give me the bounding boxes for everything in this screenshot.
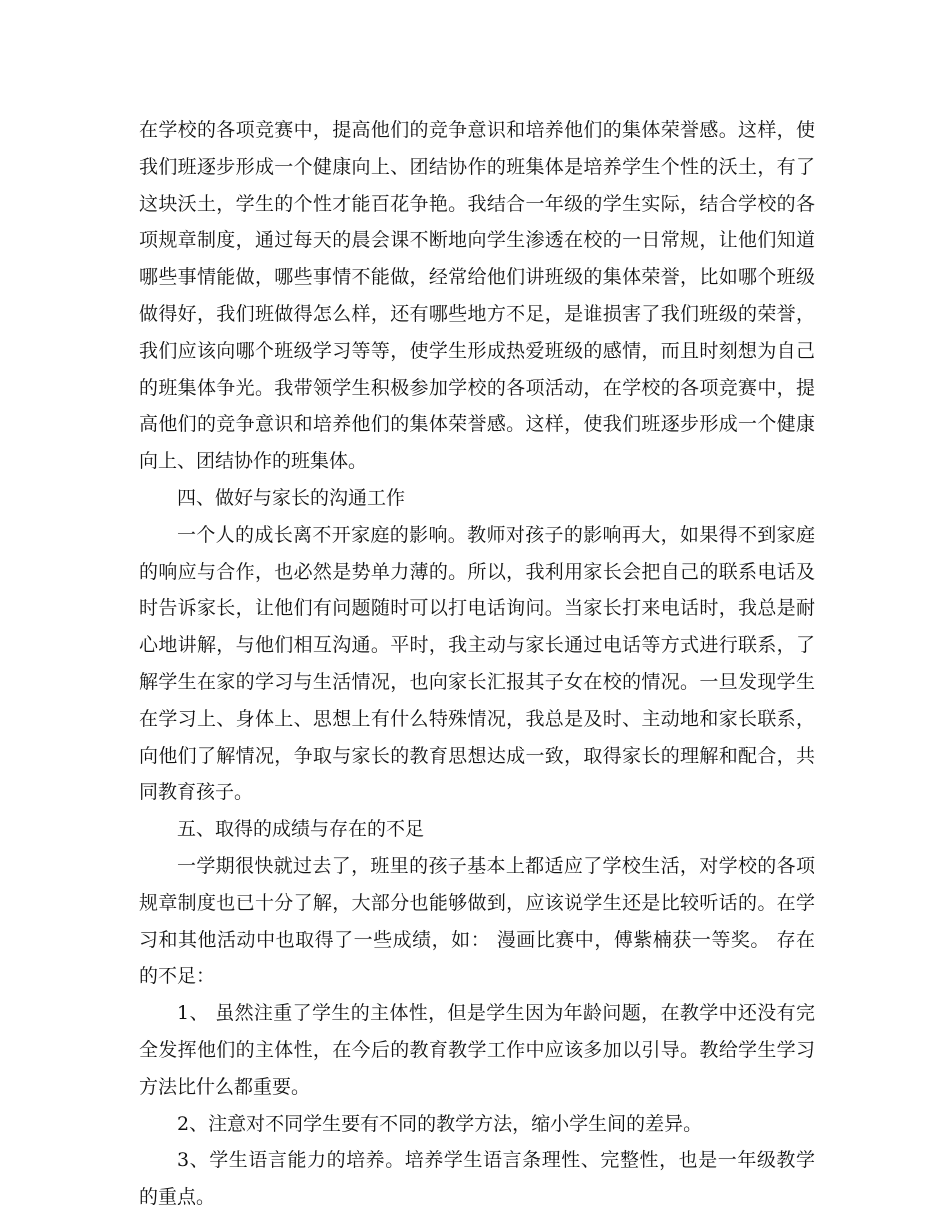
paragraph-class-collective: 在学校的各项竞赛中，提高他们的竞争意识和培养他们的集体荣誉感。这样，使我们班逐步形成一个健康向上、团结协作的班集体是培养学生个性的沃土，有了这块沃土，学生的个性才能百花争艳。我结合一年级的学生实际，结合学校的各项规章制度，通过每天的晨会课不断地向学生渗透在校的一日常规，让他们知道哪些事情能做，哪些事情不能做，经常给他们讲班级的集体荣誉，比如哪个班级做得好，我们班做得怎么样，还有哪些地方不足，是谁损害了我们班级的荣誉，我们应该向哪个班级学习等等，使学生形成热爱班级的感情，而且时刻想为自己的班集体争光。我带领学生积极参加学校的各项活动，在学校的各项竞赛中，提高他们的竞争意识和培养他们的集体荣誉感。这样，使我们班逐步形成一个健康向上、团结协作的班集体。: [139, 119, 815, 473]
section-heading-achievements-shortcomings: 五、取得的成绩与存在的不足: [177, 818, 425, 841]
list-item-shortcoming-3: 3、学生语言能力的培养。培养学生语言条理性、完整性，也是一年级教学的重点。: [139, 1149, 815, 1209]
list-item-shortcoming-2: 2、注意对不同学生要有不同的教学方法，缩小学生间的差异。: [177, 1112, 703, 1135]
paragraph-semester-summary: 一学期很快就过去了，班里的孩子基本上都适应了学校生活，对学校的各项规章制度也已十分了解，大部分也能够做到，应该说学生还是比较听话的。在学习和其他活动中也取得了一些成绩，如： 漫画比赛中，傅紫楠获一等奖。 存在的不足：: [139, 854, 815, 988]
section-heading-parent-communication: 四、做好与家长的沟通工作: [177, 486, 406, 509]
paragraph-parent-communication: 一个人的成长离不开家庭的影响。教师对孩子的影响再大，如果得不到家庭的响应与合作，也必然是势单力薄的。所以，我利用家长会把自己的联系电话及时告诉家长，让他们有问题随时可以打电话询问。当家长打来电话时，我总是耐心地讲解，与他们相互沟通。平时，我主动与家长通过电话等方式进行联系，了解学生在家的学习与生活情况，也向家长汇报其子女在校的情况。一旦发现学生在学习上、身体上、思想上有什么特殊情况，我总是及时、主动地和家长联系，向他们了解情况，争取与家长的教育思想达成一致，取得家长的理解和配合，共同教育孩子。: [139, 523, 815, 804]
list-item-shortcoming-1: 1、 虽然注重了学生的主体性，但是学生因为年龄问题，在教学中还没有完全发挥他们的主体性，在今后的教育教学工作中应该多加以引导。教给学生学习方法比什么都重要。: [139, 1002, 815, 1098]
document-body: [139, 112, 815, 1216]
